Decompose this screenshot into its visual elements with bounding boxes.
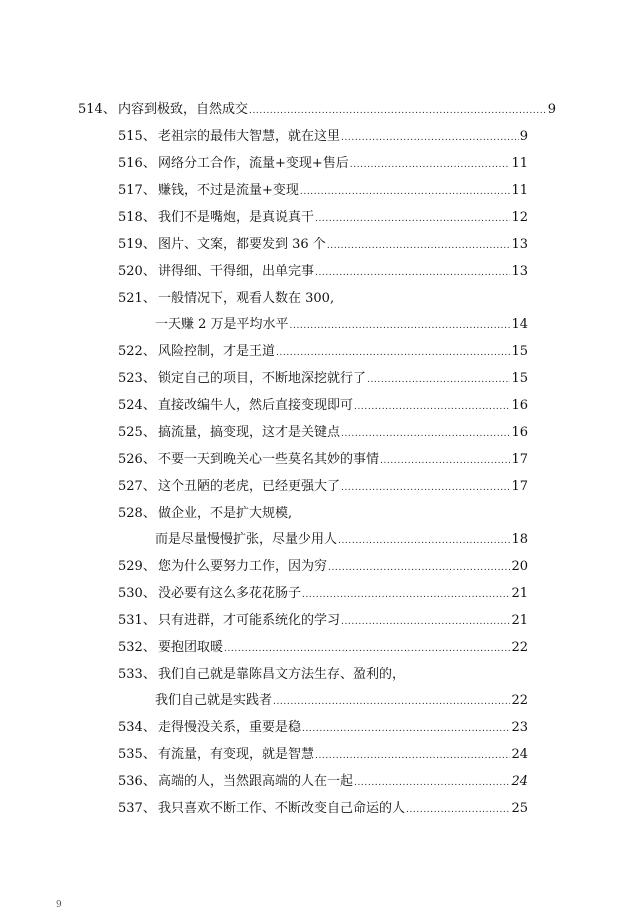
toc-entry-title: 网络分工合作，流量+变现+售后 xyxy=(158,156,349,171)
toc-entry-page: 15 xyxy=(511,371,528,386)
toc-entry-number: 522、 xyxy=(118,344,156,359)
toc-entry-page: 22 xyxy=(511,693,528,708)
toc-entry-number: 534、 xyxy=(118,720,156,735)
toc-entry-page: 15 xyxy=(511,344,528,359)
toc-entry-523[interactable] xyxy=(118,367,528,387)
toc-entry-number: 524、 xyxy=(118,398,156,413)
toc-entry-532[interactable] xyxy=(118,636,528,656)
toc-entry-page: 21 xyxy=(511,586,528,601)
toc-entry-528-line1[interactable] xyxy=(118,502,528,522)
toc-entry-title: 要抱团取暖 xyxy=(158,640,224,655)
toc-entry-number: 514、 xyxy=(78,102,116,117)
toc-entry-title: 内容到极致，自然成交 xyxy=(118,102,249,117)
toc-leader-dots xyxy=(341,129,519,145)
toc-entry-title: 没必要有这么多花花肠子 xyxy=(158,586,302,601)
toc-entry-530[interactable] xyxy=(118,582,528,602)
page-footer-mark: 9 xyxy=(56,900,62,910)
toc-leader-dots xyxy=(315,747,510,763)
toc-entry-title: 不要一天到晚关心一些莫名其妙的事情 xyxy=(158,452,380,467)
toc-entry-page: 9 xyxy=(547,102,556,117)
toc-entry-number: 528、 xyxy=(118,506,156,521)
toc-leader-dots xyxy=(300,183,511,199)
toc-entry-535[interactable] xyxy=(118,743,528,763)
toc-entry-page: 16 xyxy=(511,398,528,413)
toc-entry-title: 走得慢没关系，重要是稳 xyxy=(158,720,302,735)
toc-entry-title: 我们不是嘴炮，是真说真干 xyxy=(158,210,315,225)
toc-leader-dots xyxy=(273,693,510,709)
toc-entry-number: 526、 xyxy=(118,452,156,467)
toc-leader-dots xyxy=(380,452,510,468)
toc-entry-number: 521、 xyxy=(118,291,156,306)
toc-entry-page: 23 xyxy=(511,720,528,735)
toc-leader-dots xyxy=(302,720,510,736)
toc-entry-page: 14 xyxy=(511,317,528,332)
toc-entry-527[interactable] xyxy=(118,475,528,495)
toc-entry-title-continued: 我们自己就是实践者 xyxy=(155,693,273,708)
toc-entry-525[interactable] xyxy=(118,421,528,441)
toc-entry-520[interactable] xyxy=(118,260,528,280)
toc-leader-dots xyxy=(249,102,547,118)
toc-leader-dots xyxy=(354,398,510,414)
toc-entry-number: 535、 xyxy=(118,747,156,762)
toc-entry-521-line1[interactable] xyxy=(118,287,528,307)
toc-entry-number: 530、 xyxy=(118,586,156,601)
toc-entry-page: 11 xyxy=(511,156,528,171)
toc-entry-page: 18 xyxy=(511,532,528,547)
toc-entry-title: 讲得细、干得细，出单完事 xyxy=(158,264,315,279)
toc-leader-dots xyxy=(315,210,510,226)
toc-entry-page: 12 xyxy=(511,210,528,225)
toc-entry-number: 516、 xyxy=(118,156,156,171)
toc-entry-514[interactable] xyxy=(78,98,556,118)
toc-entry-title: 老祖宗的最伟大智慧，就在这里 xyxy=(158,129,341,144)
toc-entry-page: 25 xyxy=(511,801,528,816)
toc-entry-534[interactable] xyxy=(118,716,528,736)
toc-entry-title: 我们自己就是靠陈昌文方法生存、盈利的， xyxy=(158,667,406,682)
toc-entry-515[interactable] xyxy=(118,125,528,145)
toc-entry-page: 24 xyxy=(511,774,528,789)
toc-entry-526[interactable] xyxy=(118,448,528,468)
toc-entry-page: 24 xyxy=(511,747,528,762)
toc-entry-title: 做企业，不是扩大规模, xyxy=(158,506,293,521)
toc-leader-dots xyxy=(341,479,510,495)
toc-entry-531[interactable] xyxy=(118,609,528,629)
toc-entry-521-line2[interactable] xyxy=(155,313,528,333)
toc-entry-title: 锁定自己的项目，不断地深挖就行了 xyxy=(158,371,367,386)
toc-leader-dots xyxy=(224,640,510,656)
toc-entry-518[interactable] xyxy=(118,206,528,226)
toc-entry-page: 13 xyxy=(511,237,528,252)
toc-entry-number: 537、 xyxy=(118,801,156,816)
toc-entry-number: 517、 xyxy=(118,183,156,198)
toc-entry-page: 22 xyxy=(511,640,528,655)
toc-entry-522[interactable] xyxy=(118,340,528,360)
toc-entry-number: 527、 xyxy=(118,479,156,494)
toc-entry-title: 高端的人，当然跟高端的人在一起 xyxy=(158,774,354,789)
toc-entry-title: 搞流量，搞变现，这才是关键点 xyxy=(158,425,341,440)
toc-entry-533-line1[interactable] xyxy=(118,663,528,683)
toc-leader-dots xyxy=(290,317,511,333)
toc-entry-page: 20 xyxy=(511,559,528,574)
toc-entry-537[interactable] xyxy=(118,797,528,817)
toc-entry-title-continued: 一天赚 2 万是平均水平 xyxy=(155,317,289,332)
toc-leader-dots xyxy=(367,371,510,387)
toc-leader-dots xyxy=(315,264,510,280)
toc-entry-title: 有流量，有变现，就是智慧 xyxy=(158,747,315,762)
toc-entry-page: 16 xyxy=(511,425,528,440)
toc-entry-number: 531、 xyxy=(118,613,156,628)
toc-entry-title: 直接改编牛人，然后直接变现即可 xyxy=(158,398,354,413)
toc-entry-title: 图片、文案，都要发到 36 个 xyxy=(158,237,326,252)
toc-entry-number: 523、 xyxy=(118,371,156,386)
toc-entry-title: 赚钱，不过是流量+变现 xyxy=(158,183,299,198)
toc-entry-number: 515、 xyxy=(118,129,156,144)
toc-entry-page: 17 xyxy=(511,479,528,494)
toc-entry-title: 一般情况下，观看人数在 300, xyxy=(158,291,335,306)
toc-entry-title-continued: 而是尽量慢慢扩张，尽量少用人 xyxy=(155,532,338,547)
toc-entry-517[interactable] xyxy=(118,179,528,199)
toc-entry-536[interactable] xyxy=(118,770,528,790)
toc-entry-524[interactable] xyxy=(118,394,528,414)
toc-leader-dots xyxy=(341,425,510,441)
toc-entry-page: 11 xyxy=(511,183,528,198)
toc-entry-page: 13 xyxy=(511,264,528,279)
toc-entry-page: 9 xyxy=(519,129,528,144)
toc-leader-dots xyxy=(406,801,510,817)
toc-entry-title: 这个丑陋的老虎，已经更强大了 xyxy=(158,479,341,494)
toc-entry-number: 532、 xyxy=(118,640,156,655)
toc-entry-number: 525、 xyxy=(118,425,156,440)
toc-entry-page: 21 xyxy=(511,613,528,628)
toc-entry-title: 只有进群，才可能系统化的学习 xyxy=(158,613,341,628)
toc-leader-dots xyxy=(327,237,511,253)
toc-entry-number: 533、 xyxy=(118,667,156,682)
toc-entry-529[interactable] xyxy=(118,555,528,575)
toc-leader-dots xyxy=(341,613,510,629)
toc-leader-dots xyxy=(328,559,510,575)
toc-entry-title: 您为什么要努力工作，因为穷 xyxy=(158,559,328,574)
toc-entry-533-line2[interactable] xyxy=(155,689,528,709)
toc-entry-number: 519、 xyxy=(118,237,156,252)
toc-leader-dots xyxy=(302,586,510,602)
toc-entry-number: 536、 xyxy=(118,774,156,789)
toc-leader-dots xyxy=(276,344,510,360)
toc-entry-516[interactable] xyxy=(118,152,528,172)
toc-entry-number: 520、 xyxy=(118,264,156,279)
toc-entry-519[interactable] xyxy=(118,233,528,253)
toc-entry-title: 风险控制，才是王道 xyxy=(158,344,276,359)
toc-entry-number: 518、 xyxy=(118,210,156,225)
toc-leader-dots xyxy=(350,156,511,172)
toc-entry-title: 我只喜欢不断工作、不断改变自己命运的人 xyxy=(158,801,406,816)
toc-entry-number: 529、 xyxy=(118,559,156,574)
toc-leader-dots xyxy=(338,532,510,548)
toc-leader-dots xyxy=(354,774,510,790)
toc-entry-page: 17 xyxy=(511,452,528,467)
toc-entry-528-line2[interactable] xyxy=(155,528,528,548)
